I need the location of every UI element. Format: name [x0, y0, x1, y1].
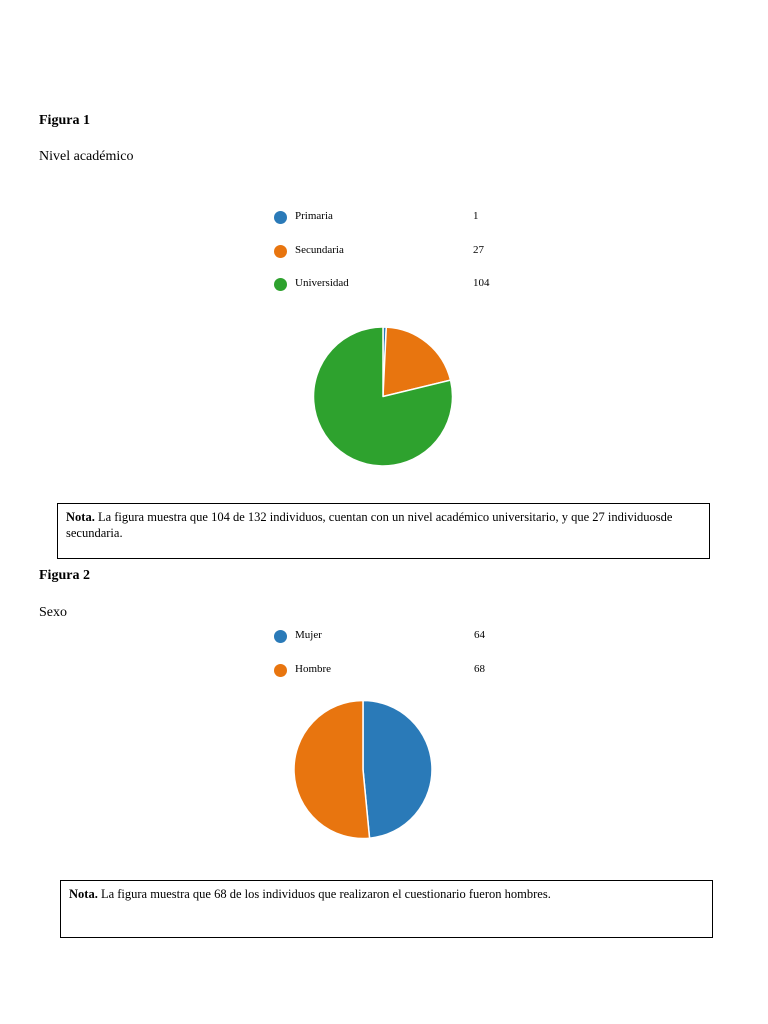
figure-1-pie-chart — [313, 325, 453, 468]
legend-label: Universidad — [295, 277, 349, 289]
legend-swatch — [274, 245, 287, 258]
legend-label: Secundaria — [295, 244, 344, 256]
note-prefix: Nota. — [69, 887, 98, 901]
figure-2-pie-chart — [294, 699, 432, 840]
note-prefix: Nota. — [66, 510, 95, 524]
figure-1-note — [57, 503, 710, 559]
legend-item — [274, 209, 504, 227]
note-text: La figura muestra que 104 de 132 individuos, cuentan con un nivel académico universitario, y que 27 individuosde secundaria. — [66, 510, 673, 540]
legend-label: Primaria — [295, 210, 333, 222]
figure-1-title: Nivel académico — [39, 149, 134, 164]
figure-2-title: Sexo — [39, 605, 67, 620]
legend-item — [274, 662, 504, 680]
legend-item — [274, 276, 504, 294]
legend-count: 64 — [474, 629, 485, 641]
pie-slice-hombre — [294, 701, 370, 839]
legend-swatch — [274, 630, 287, 643]
figure-2-note — [60, 880, 713, 938]
legend-swatch — [274, 278, 287, 291]
legend-item — [274, 243, 504, 261]
legend-label: Hombre — [295, 663, 332, 675]
legend-swatch — [274, 211, 287, 224]
legend-count: 27 — [473, 244, 484, 256]
pie-slice-mujer — [363, 701, 432, 839]
note-text: La figura muestra que 68 de los individuos que realizaron el cuestionario fueron hombres. — [100, 887, 551, 901]
legend-item — [274, 628, 504, 646]
legend-count: 68 — [474, 663, 485, 675]
legend-swatch — [274, 664, 287, 677]
figure-1-label: Figura 1 — [39, 113, 90, 128]
figure-2-label: Figura 2 — [39, 568, 90, 583]
legend-count: 1 — [473, 210, 479, 222]
legend-label: Mujer — [295, 629, 322, 641]
legend-count: 104 — [473, 277, 490, 289]
